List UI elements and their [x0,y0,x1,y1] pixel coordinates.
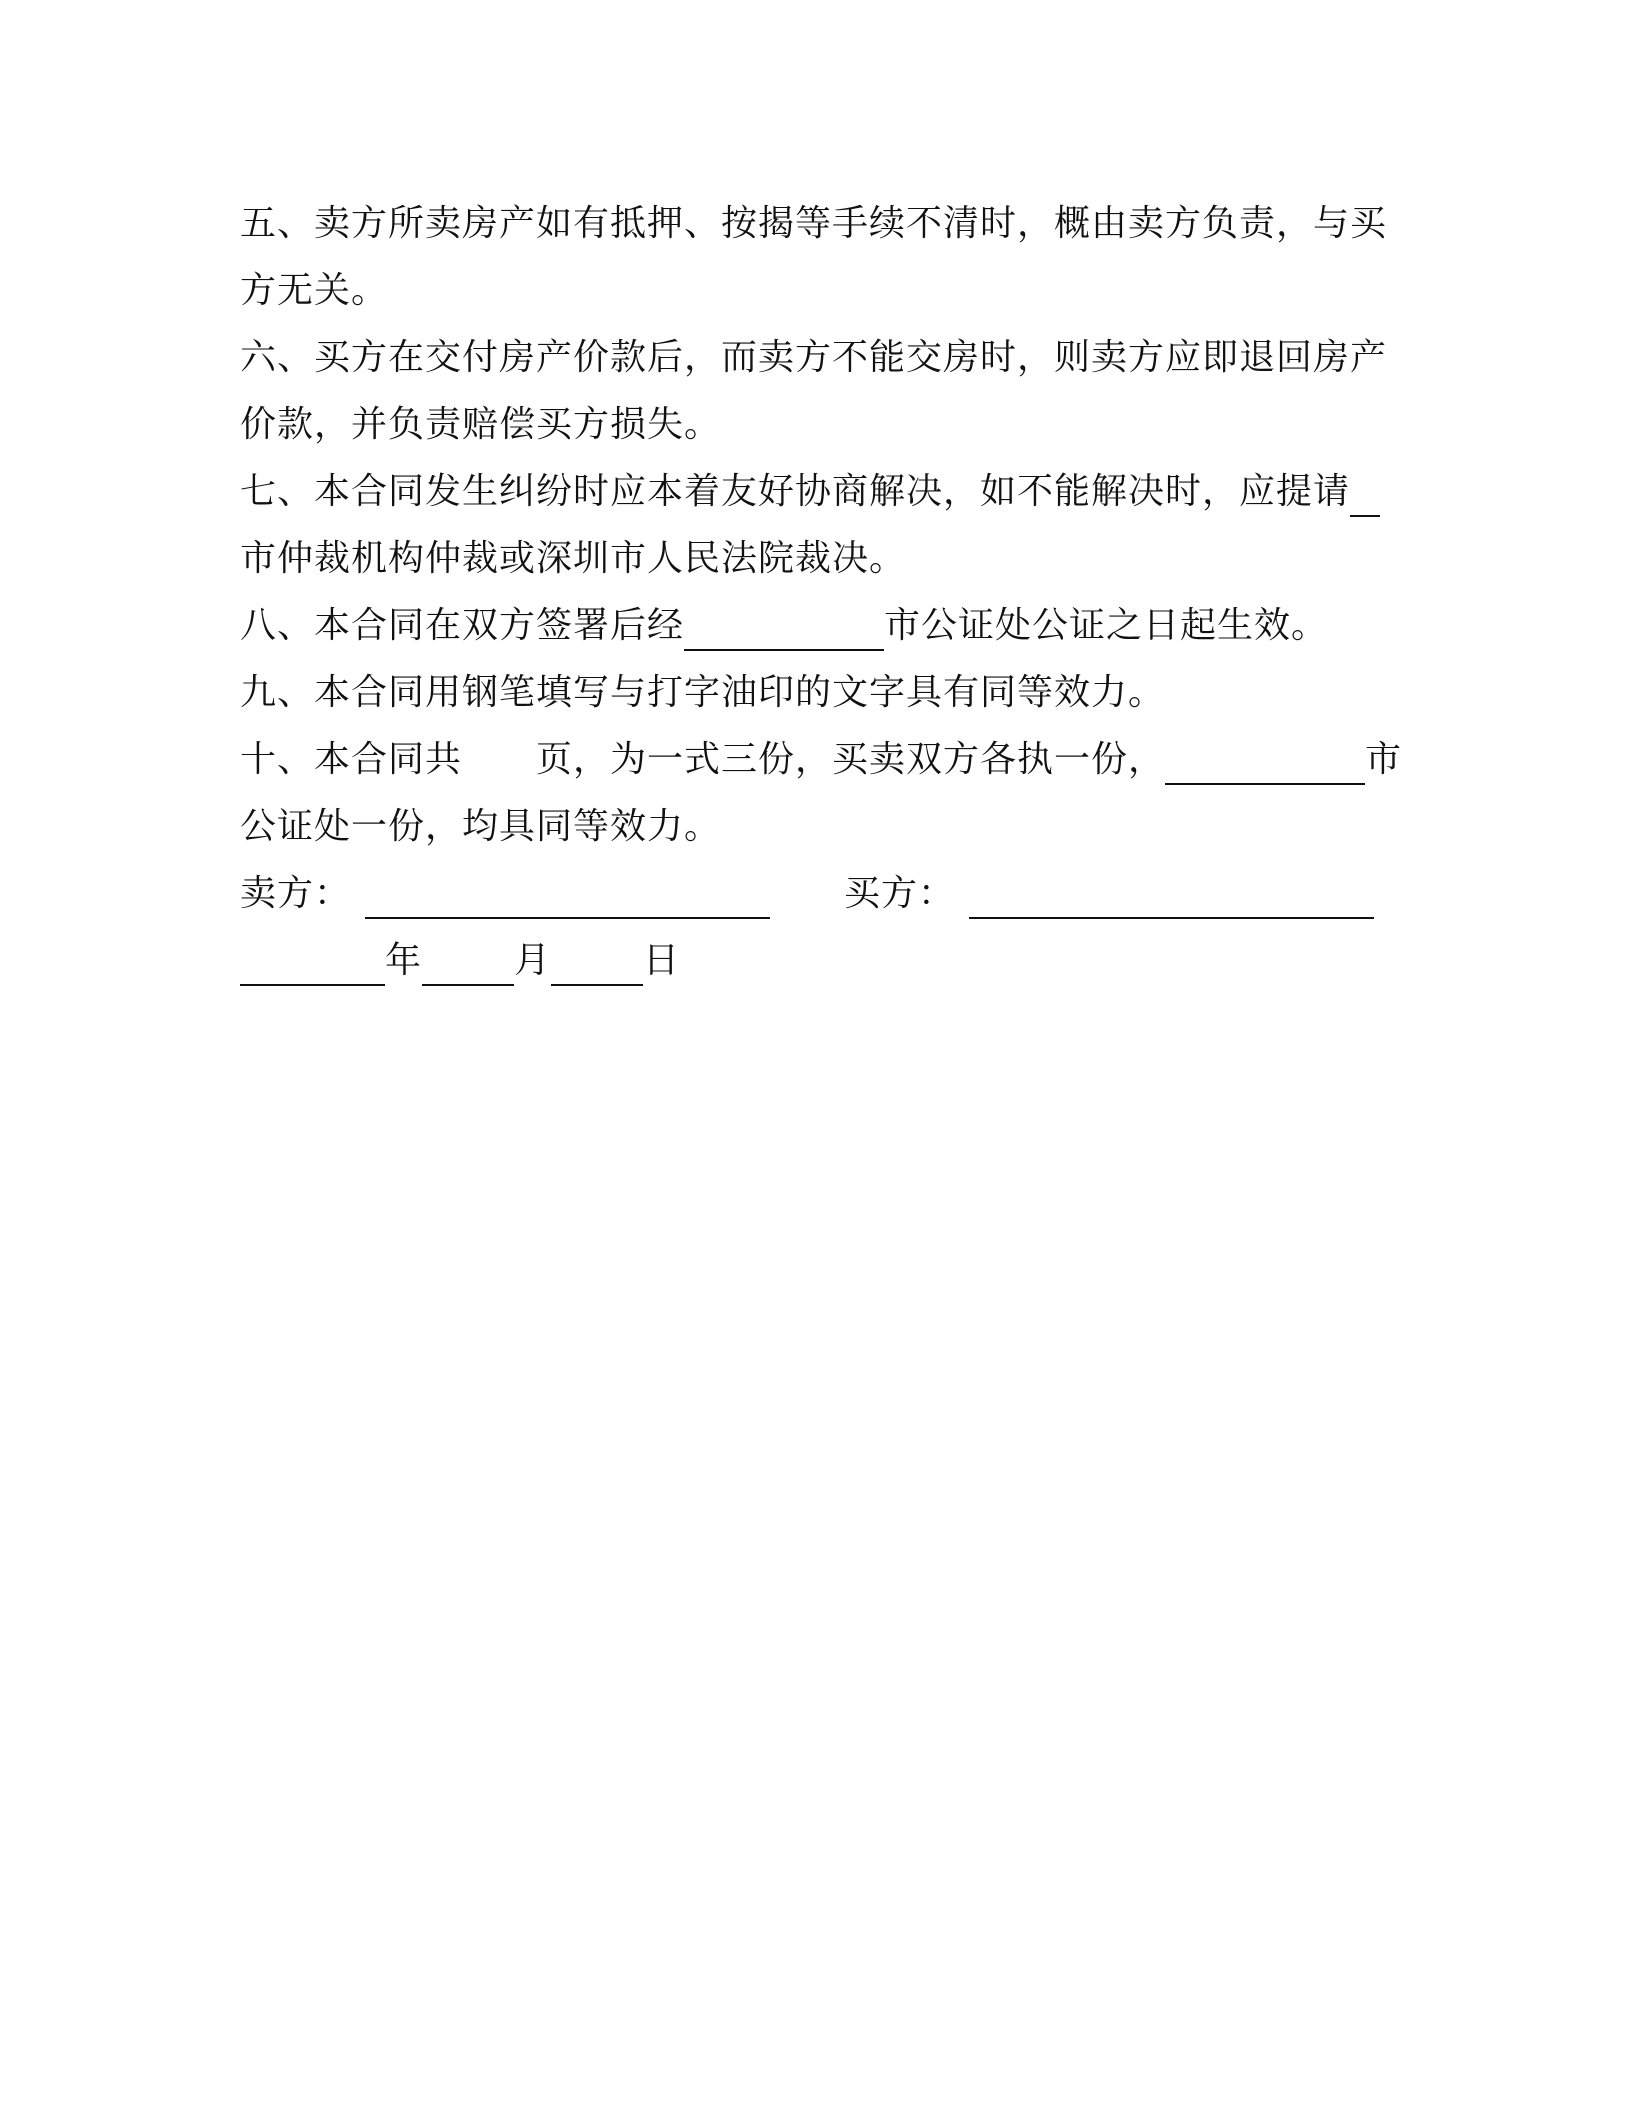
buyer-label: 买方： [844,873,956,914]
year-field[interactable] [240,940,385,986]
month-field[interactable] [422,940,514,986]
seller-label: 卖方： [240,873,352,914]
clause-10-text-part2: 页，为一式三份，买卖双方各执一份， [536,739,1166,780]
month-label: 月 [514,940,552,981]
clause-6-line-2: 价款，并负责赔偿买方损失。 [240,404,722,445]
clause-8-text-before: 八、本合同在双方签署后经 [240,605,685,646]
clause-7-text: 七、本合同发生纠纷时应本着友好协商解决，如不能解决时，应提请 [240,471,1351,512]
date-row [240,927,1390,994]
clause-5-line-2: 方无关。 [240,270,389,311]
clause-8-text-after: 市公证处公证之日起生效。 [884,605,1329,646]
clause-5-line-1: 五、卖方所卖房产如有抵押、按揭等手续不清时，概由卖方负责，与买 [240,203,1388,244]
clause-10-text-part3: 市 [1365,739,1403,780]
day-field[interactable] [551,940,643,986]
clause-7-line-2: 市仲裁机构仲裁或深圳市人民法院裁决。 [240,538,907,579]
clause-7-line-1 [240,458,1390,525]
city-blank-arbitration[interactable] [1350,471,1380,517]
clause-9: 九、本合同用钢笔填写与打字油印的文字具有同等效力。 [240,672,1166,713]
contract-body [240,190,1403,994]
clause-10-text-part1: 十、本合同共 [240,739,463,780]
clause-10-line-1 [240,726,1403,793]
seller-signature-field[interactable] [365,873,770,919]
clause-8 [240,592,1390,659]
day-label: 日 [643,940,681,981]
year-label: 年 [385,940,423,981]
buyer-signature-field[interactable] [969,873,1374,919]
clause-10-line-2: 公证处一份，均具同等效力。 [240,806,722,847]
clause-6-line-1: 六、买方在交付房产价款后，而卖方不能交房时，则卖方应即退回房产 [240,337,1388,378]
city-blank-notary[interactable] [684,605,884,651]
city-blank-notary-copy[interactable] [1165,739,1365,785]
signature-row [240,860,1390,927]
